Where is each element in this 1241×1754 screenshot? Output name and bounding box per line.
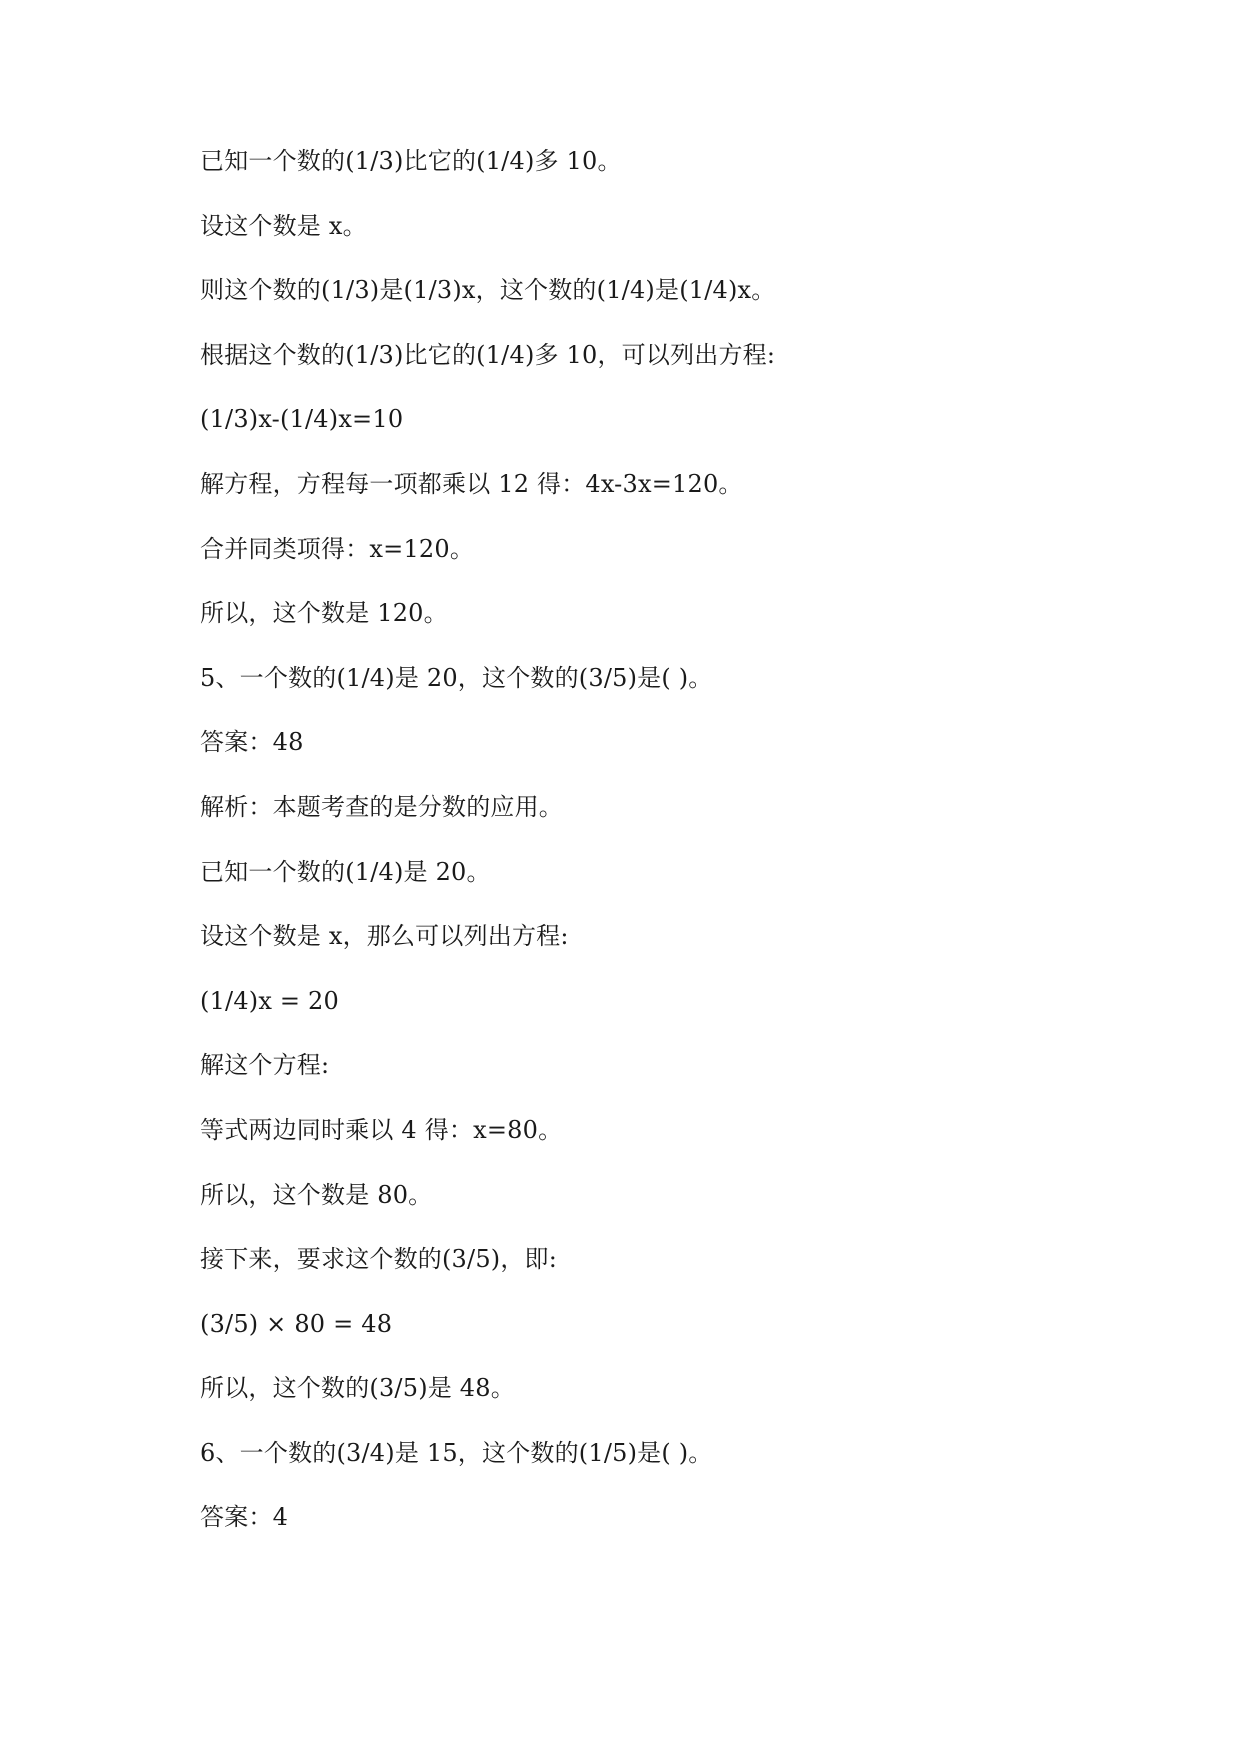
text-line: 根据这个数的(1/3)比它的(1/4)多 10，可以列出方程: (200, 340, 776, 369)
text-line: 已知一个数的(1/3)比它的(1/4)多 10。 (200, 147, 622, 175)
text-line: 则这个数的(1/3)是(1/3)x，这个数的(1/4)是(1/4)x。 (200, 276, 776, 305)
text-line: 所以，这个数是 120。 (200, 599, 448, 628)
analysis-line: 解析：本题考查的是分数的应用。 (200, 792, 563, 821)
equation-line: (1/4)x = 20 (200, 986, 339, 1015)
text-line: 合并同类项得：x=120。 (200, 534, 475, 563)
text-line: 解方程，方程每一项都乘以 12 得：4x-3x=120。 (200, 469, 743, 498)
equation-line: (1/3)x-(1/4)x=10 (200, 405, 404, 434)
text-line: 已知一个数的(1/4)是 20。 (200, 857, 491, 886)
text-line: 设这个数是 x，那么可以列出方程: (200, 922, 569, 951)
text-line: 接下来，要求这个数的(3/5)，即: (200, 1245, 558, 1274)
text-line: 等式两边同时乘以 4 得：x=80。 (200, 1115, 563, 1144)
question-6: 6、一个数的(3/4)是 15，这个数的(1/5)是( )。 (200, 1438, 713, 1467)
question-5: 5、一个数的(1/4)是 20，这个数的(3/5)是( )。 (200, 663, 713, 692)
text-line: 所以，这个数的(3/5)是 48。 (200, 1374, 515, 1403)
document-body (200, 143, 1160, 1564)
answer-line: 答案：4 (200, 1503, 289, 1532)
text-line: 解这个方程: (200, 1051, 330, 1080)
text-line: 设这个数是 x。 (200, 211, 367, 240)
text-line: 所以，这个数是 80。 (200, 1180, 433, 1209)
answer-line: 答案：48 (200, 728, 304, 757)
equation-line: (3/5) × 80 = 48 (200, 1309, 393, 1338)
